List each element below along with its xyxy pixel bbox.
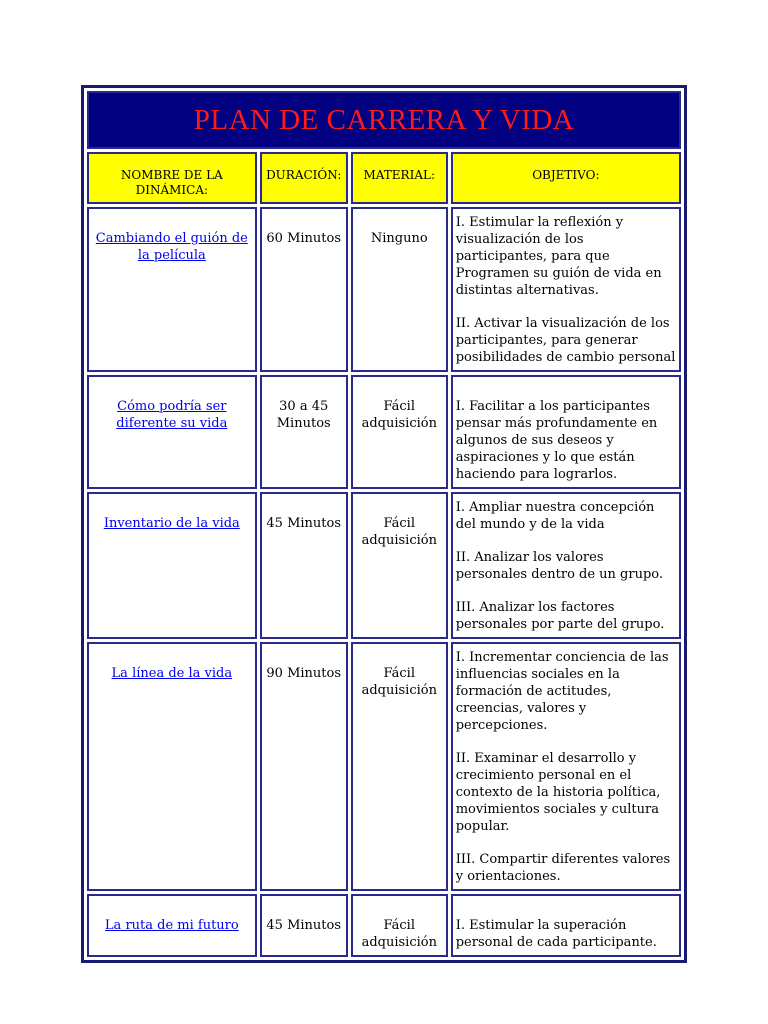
objective-cell — [451, 894, 681, 957]
objective-text: I. Ampliar nuestra concepción del mundo y de la vida — [455, 500, 655, 532]
title-row — [87, 91, 681, 149]
activity-link[interactable]: La ruta de mi futuro — [104, 918, 239, 933]
page-title: PLAN DE CARRERA Y VIDA — [87, 91, 681, 149]
table-row — [87, 642, 681, 891]
material-cell: Fácil adquisición — [351, 375, 448, 489]
activity-link[interactable]: Inventario de la vida — [103, 516, 240, 531]
duration-cell: 90 Minutos — [260, 642, 348, 891]
header-duration: DURACIÓN: — [260, 152, 348, 204]
material-cell: Ninguno — [351, 207, 448, 372]
objective-cell — [451, 375, 681, 489]
objective-cell — [451, 207, 681, 372]
material-cell: Fácil adquisición — [351, 894, 448, 957]
header-material: MATERIAL: — [351, 152, 448, 204]
objective-text: I. Estimular la reflexión y visualización de los participantes, para que Programen su guión de vida en distintas alternativas. — [455, 215, 662, 298]
duration-cell: 45 Minutos — [260, 894, 348, 957]
header-row — [87, 152, 681, 204]
activity-link[interactable]: La línea de la vida — [111, 666, 233, 681]
activity-name-cell — [87, 207, 257, 372]
objective-text: III. Compartir diferentes valores y orientaciones. — [455, 852, 671, 884]
activity-link[interactable]: Cómo podría ser diferente su vida — [116, 399, 228, 431]
duration-cell: 30 a 45 Minutos — [260, 375, 348, 489]
activity-name-cell — [87, 492, 257, 639]
objective-text: I. Incrementar conciencia de las influencias sociales en la formación de actitudes, creencias, valores y percepciones. — [455, 650, 669, 733]
table-row — [87, 894, 681, 957]
material-cell: Fácil adquisición — [351, 642, 448, 891]
duration-cell: 45 Minutos — [260, 492, 348, 639]
activity-name-cell — [87, 375, 257, 489]
material-cell: Fácil adquisición — [351, 492, 448, 639]
table-row — [87, 207, 681, 372]
activity-link[interactable]: Cambiando el guión de la película — [95, 231, 248, 263]
objective-text: II. Analizar los valores personales dentro de un grupo. — [455, 550, 664, 582]
objective-text: I. Estimular la superación personal de cada participante. — [455, 918, 657, 950]
table-row — [87, 492, 681, 639]
objective-cell — [451, 642, 681, 891]
objective-cell — [451, 492, 681, 639]
career-plan-table — [81, 85, 687, 963]
objective-text: II. Activar la visualización de los participantes, para generar posibilidades de cambio personal — [455, 316, 676, 365]
objective-text: III. Analizar los factores personales por parte del grupo. — [455, 600, 665, 632]
objective-text: II. Examinar el desarrollo y crecimiento personal en el contexto de la historia política, movimientos sociales y cultura popular. — [455, 751, 661, 834]
header-objective: OBJETIVO: — [451, 152, 681, 204]
activity-name-cell — [87, 642, 257, 891]
objective-text: I. Facilitar a los participantes pensar más profundamente en algunos de sus deseos y aspiraciones y lo que están haciendo para lograrlos. — [455, 399, 658, 482]
table-row — [87, 375, 681, 489]
activity-name-cell — [87, 894, 257, 957]
header-name: NOMBRE DE LA DINÁMICA: — [87, 152, 257, 204]
duration-cell: 60 Minutos — [260, 207, 348, 372]
